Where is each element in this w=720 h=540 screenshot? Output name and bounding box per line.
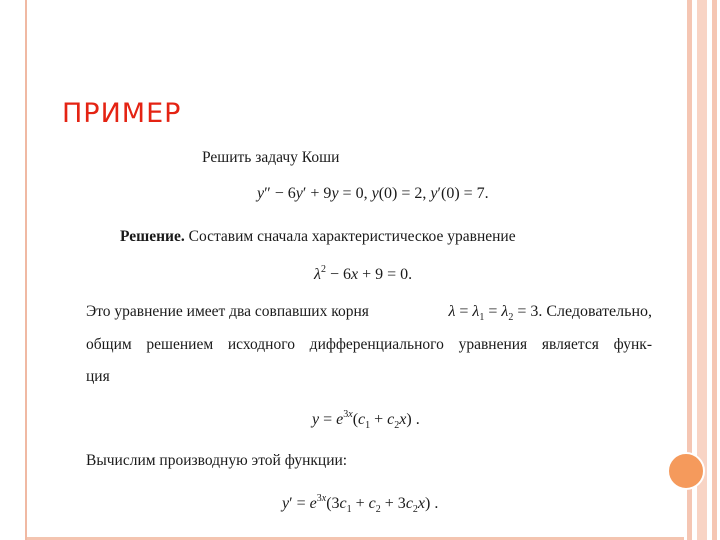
accent-circle	[667, 452, 705, 490]
general-solution-line: общим решением исходного дифференциального уравнения является функ-	[86, 336, 652, 353]
roots-line	[86, 304, 652, 323]
solution-text: Составим сначала характеристическое уравнение	[184, 228, 516, 245]
solution-label: Решение.	[120, 228, 185, 245]
equation-general-solution: $y = e^{3x}(c_1 + c_2x)$ .	[312, 409, 420, 431]
task-statement: Решить задачу Коши	[202, 149, 340, 166]
derivative-text: Вычислим производную этой функции:	[86, 452, 348, 469]
slide-frame-left	[0, 0, 27, 540]
solution-intro	[120, 229, 516, 245]
roots-formula: $\lambda = \lambda_1 = \lambda_2 = 3$. Следовательно,	[448, 303, 652, 323]
equation-characteristic: $\lambda^2 - 6x + 9 = 0$.	[314, 264, 413, 283]
equation-derivative: $y' = e^{3x}(3c_1 + c_2 + 3c_2x)$ .	[282, 493, 439, 515]
equation-cauchy-problem: y″ − 6y′ + 9y = 0, y(0) = 2, y′(0) = 7.	[257, 185, 489, 202]
roots-text-after: . Следовательно,	[538, 303, 652, 320]
general-solution-line-end: ция	[86, 368, 110, 385]
slide-title: ПРИМЕР	[62, 98, 182, 129]
roots-text-before: Это уравнение имеет два совпавших корня	[86, 303, 369, 320]
